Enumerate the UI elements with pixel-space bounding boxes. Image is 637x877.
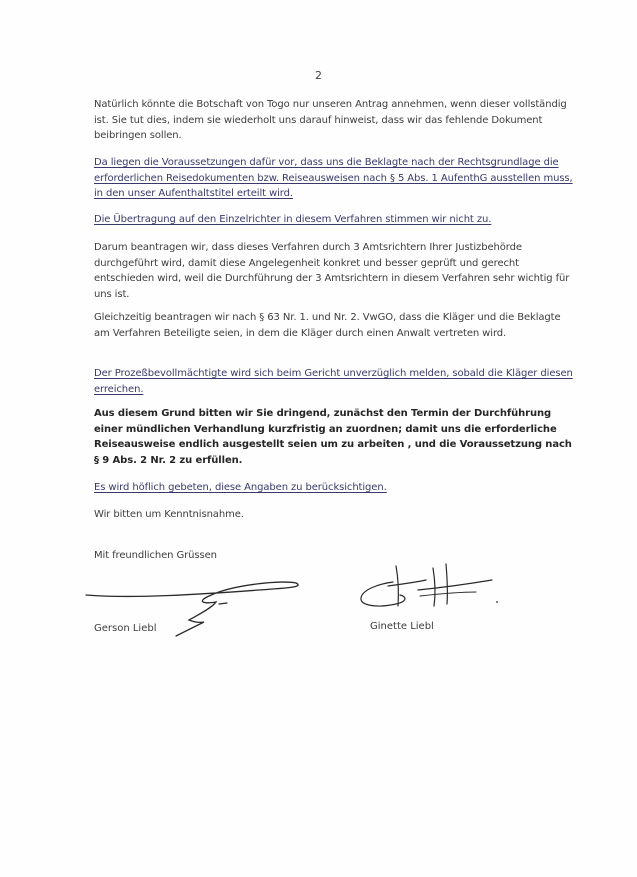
paragraph-parties: Gleichzeitig beantragen wir nach § 63 Nr. 1. und Nr. 2. VwGO, dass die Kläger und die Beklagte am Verfahren Beteiligte seien, in dem die Kläger durch einen Anwalt vertreten wird. bbox=[94, 312, 561, 339]
paragraph-three-judges: Darum beantragen wir, dass dieses Verfahren durch 3 Amtsrichtern Ihrer Justizbehörde durchgeführt wird, damit diese Angelegenheit konkret und besser geprüft und gerecht entschieden wird, weil die Durchführung der 3 Amtsrichtern in diesem Verfahren sehr wichtig für uns ist. bbox=[94, 242, 570, 300]
signature-name-right: Ginette Liebl bbox=[370, 621, 434, 632]
paragraph-consideration: Es wird höflich gebeten, diese Angaben zu berücksichtigen. bbox=[94, 482, 387, 493]
closing-salutation: Mit freundlichen Grüssen bbox=[94, 550, 217, 561]
paragraph-acknowledgement: Wir bitten um Kenntnisnahme. bbox=[94, 509, 244, 520]
signature-name-left: Gerson Liebl bbox=[94, 623, 157, 634]
paragraph-legal-basis: Da liegen die Voraussetzungen dafür vor, dass uns die Beklagte nach der Rechtsgrundlage die erforderlichen Reisedokumenten bzw. Reiseausweisen nach § 5 Abs. 1 AufenthG ausstellen muss, in den unser Aufenthaltstitel erteilt wird. bbox=[94, 157, 573, 199]
paragraph-single-judge: Die Übertragung auf den Einzelrichter in diesem Verfahren stimmen wir nicht zu. bbox=[94, 214, 492, 225]
page-number: 2 bbox=[315, 69, 322, 82]
signature-ginette-liebl bbox=[358, 562, 508, 622]
paragraph-togo-embassy: Natürlich könnte die Botschaft von Togo nur unseren Antrag annehmen, wenn dieser vollständig ist. Sie tut dies, indem sie wiederholt uns darauf hinweist, dass wir das fehlende Dokument beibringen sollen. bbox=[94, 99, 567, 141]
paragraph-attorney: Der Prozeßbevollmächtigte wird sich beim Gericht unverzüglich melden, sobald die Kläger diesen erreichen. bbox=[94, 368, 573, 395]
paragraph-urgent-request: Aus diesem Grund bitten wir Sie dringend, zunächst den Termin der Durchführung einer mündlichen Verhandlung kurzfristig an zuordnen; damit uns die erforderliche Reiseausweise endlich ausgestellt seien um zu arbeiten , und die Voraussetzung nach § 9 Abs. 2 Nr. 2 zu erfüllen. bbox=[94, 408, 572, 466]
